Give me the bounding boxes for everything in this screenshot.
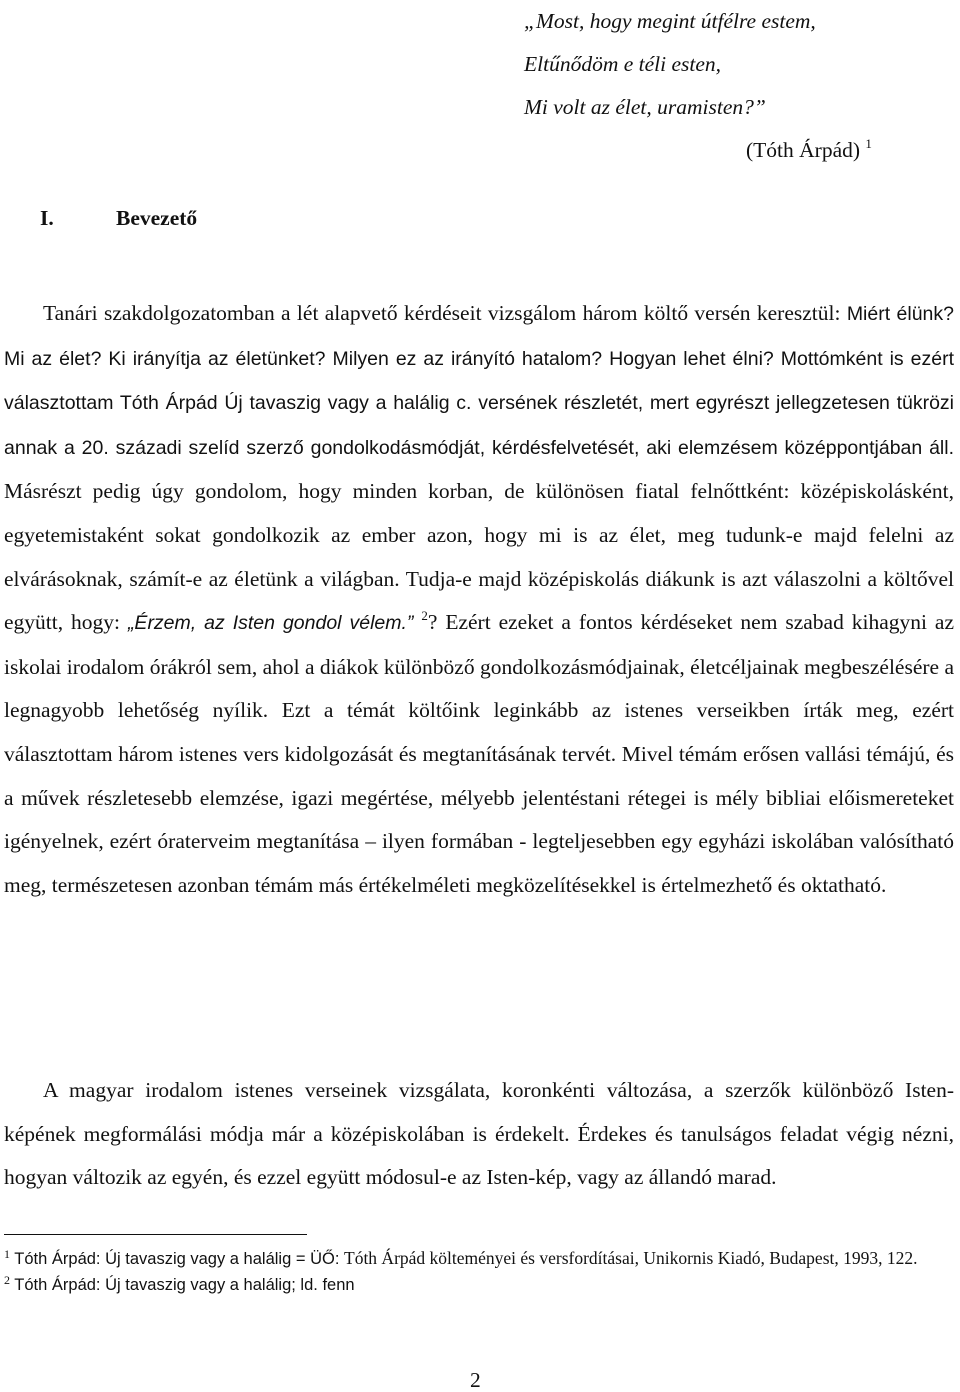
epigraph-line: „Most, hogy megint útfélre estem,	[524, 9, 816, 33]
footnote-number: 1	[4, 1247, 10, 1261]
footnote-ref-2: 2	[421, 608, 428, 624]
epigraph-line: Eltűnődöm e téli esten,	[524, 52, 722, 76]
paragraph-1-questions: Miért élünk? Mi az élet? Ki irányítja az életünket? Milyen ez az irányító hatalom? Hogyan lehet élni?	[4, 303, 954, 370]
epigraph	[524, 0, 944, 172]
footnote-2-text: Tóth Árpád: Új tavaszig vagy a halálig; ld. fenn	[10, 1276, 355, 1294]
paragraph-1-text-c: Mottómként is ezért választottam Tóth Árpád Új tavaszig vagy a halálig c. versének részletét, mert egyrészt jellegzetesen tükrözi annak a 20. századi szelíd szerző gondolkodásmódját, kérdésfelvetését, aki elemzésem középpontjában áll.	[4, 347, 955, 459]
body-paragraph-1	[4, 292, 954, 907]
footnote-2	[4, 1272, 954, 1298]
footnote-1-text-a: Tóth Árpád: Új tavaszig vagy a halálig = ÜŐ:	[10, 1250, 344, 1268]
footnote-ref-1: 1	[865, 136, 872, 151]
footnote-1-text-b: Tóth Árpád költeményei és versfordításai, Unikornis Kiadó, Budapest, 1993, 122.	[344, 1248, 918, 1268]
paragraph-1-text-a: Tanári szakdolgozatomban a lét alapvető kérdéseit vizsgálom három költő versén keresztül:	[43, 301, 847, 325]
paragraph-1-quote: „Érzem, az Isten gondol vélem.”	[127, 612, 414, 635]
section-number: I.	[40, 206, 54, 230]
section-title: Bevezető	[116, 206, 198, 230]
body-paragraph-2: A magyar irodalom istenes verseinek vizsgálata, koronkénti változása, a szerzők különböző Isten-képének megformálási módja már a középiskolában is érdekelt. Érdekes és tanulságos feladat végig nézni, hogyan változik az egyén, és ezzel együtt módosul-e az Isten-kép, vagy az állandó marad.	[4, 1078, 954, 1190]
footnotes	[4, 1246, 954, 1298]
epigraph-attribution	[524, 129, 944, 172]
paragraph-1-text-d: Másrészt pedig úgy gondolom, hogy minden korban, de különösen fiatal felnőttként: középiskolásként, egyetemistaként sokat gondolkozik az ember azon, hogy mi is az élet, meg tudunk-e majd felelni az elvárásoknak, számít-e az életünk a világban. Tudja-e majd középiskolás diákunk is azt válaszolni a költővel együtt, hogy:	[4, 479, 954, 635]
section-heading	[40, 206, 197, 231]
footnote-1	[4, 1246, 954, 1272]
footnote-separator	[4, 1234, 307, 1235]
footnote-number: 2	[4, 1273, 10, 1287]
page-number: 2	[470, 1368, 481, 1392]
epigraph-line: Mi volt az élet, uramisten?”	[524, 95, 766, 119]
epigraph-author: (Tóth Árpád)	[746, 138, 861, 162]
paragraph-1-text-e: ? Ezért ezeket a fontos kérdéseket nem szabad kihagyni az iskolai irodalom órákról sem, ahol a diákok különböző gondolkozásmódjainak, életcéljainak megbeszélésére a legnagyobb lehetőség nyílik. Ezt a témát költőink leginkább az istenes verseikben írták meg, ezért választottam három istenes vers kidolgozását és megtanításának tervét. Mivel témám erősen vallási témájú, és a művek részletesebb elemzése, igazi megértése, mélyebb jelentéstani rétegei is mély bibliai előismereteket igényelnek, ezért óraterveim megtanítása – ilyen formában - legteljesebben egy egyházi iskolában valósítható meg, természetesen azonban témám más értékelméleti megközelítésekkel is értelmezhető és oktatható.	[4, 610, 955, 897]
